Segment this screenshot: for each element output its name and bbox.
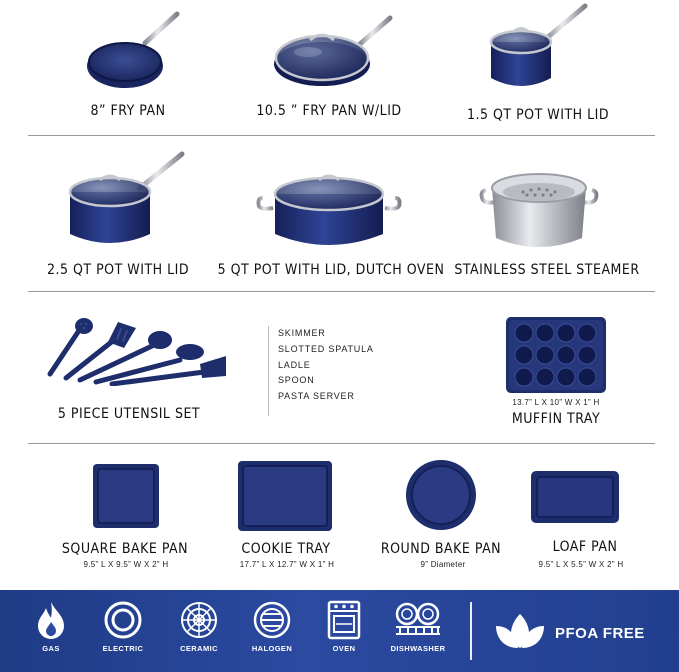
electric-coil-icon [103,600,143,640]
loaf-pan-image [530,470,620,524]
utensil-item: LADLE [278,359,311,370]
gas-label: GAS [42,644,60,653]
utensil-item: PASTA SERVER [278,391,355,402]
electric-label: ELECTRIC [102,644,144,653]
square-pan-label: SQUARE BAKE PAN [61,541,189,557]
row-divider-3 [28,443,655,444]
muffin-tray-image [504,315,608,395]
loaf-pan-label: LOAF PAN [552,539,618,555]
utensil-list [268,326,374,416]
halogen-compat [242,600,302,653]
pfoa-free-label: PFOA FREE [555,625,645,642]
loaf-pan-dims: 9.5” L X 5.5” W X 2” H [538,560,624,569]
fry-pan-105-label: 10.5 ” FRY PAN W/LID [256,103,402,119]
square-pan-dims: 9.5” L X 9.5” W X 2” H [83,560,169,569]
row-divider-1 [28,135,655,136]
footer-separator [470,602,472,660]
cookie-tray-image [237,460,333,532]
fry-pan-8-image [85,8,180,88]
ceramic-label: CERAMIC [180,644,218,653]
cookie-tray-dims: 17.7” L X 12.7” W X 1” H [239,560,335,569]
dishwasher-compat [388,600,448,653]
utensil-set-image [44,316,229,386]
steamer-image [478,160,600,256]
leaf-icon [494,610,546,650]
oven-label: OVEN [332,644,356,653]
halogen-burner-icon [252,600,292,640]
utensil-set-label: 5 PIECE UTENSIL SET [57,406,201,422]
ceramic-compat [169,600,229,653]
ceramic-burner-icon [179,600,219,640]
oven-icon [327,600,361,640]
electric-compat [93,600,153,653]
cookie-tray-label: COOKIE TRAY [241,541,331,557]
pot-5-image [255,164,403,254]
round-pan-label: ROUND BAKE PAN [380,541,502,557]
steamer-label: STAINLESS STEEL STEAMER [454,262,640,278]
muffin-label: MUFFIN TRAY [511,411,601,427]
gas-compat [21,600,81,653]
fry-pan-105-image [270,14,395,89]
fry-pan-8-label: 8” FRY PAN [90,103,166,119]
utensil-item: SLOTTED SPATULA [278,343,374,354]
flame-icon [34,600,68,640]
halogen-label: HALOGEN [251,644,293,653]
row-divider-2 [28,291,655,292]
pot-5-label: 5 QT POT WITH LID, DUTCH OVEN [217,262,445,278]
pot-15-image [485,2,590,94]
muffin-dims: 13.7” L X 10” W X 1” H [512,398,600,407]
round-pan-image [405,459,477,531]
compatibility-footer [0,590,679,672]
pot-15-label: 1.5 QT POT WITH LID [466,107,610,123]
utensil-item: SKIMMER [278,328,326,338]
pot-25-label: 2.5 QT POT WITH LID [46,262,190,278]
utensil-item: SPOON [278,375,315,386]
dishwasher-icon [394,600,442,640]
square-pan-image [92,463,160,529]
pot-25-image [62,150,187,250]
oven-compat [314,600,374,653]
dishwasher-label: DISHWASHER [390,644,446,653]
round-pan-dims: 9” Diameter [420,560,466,569]
